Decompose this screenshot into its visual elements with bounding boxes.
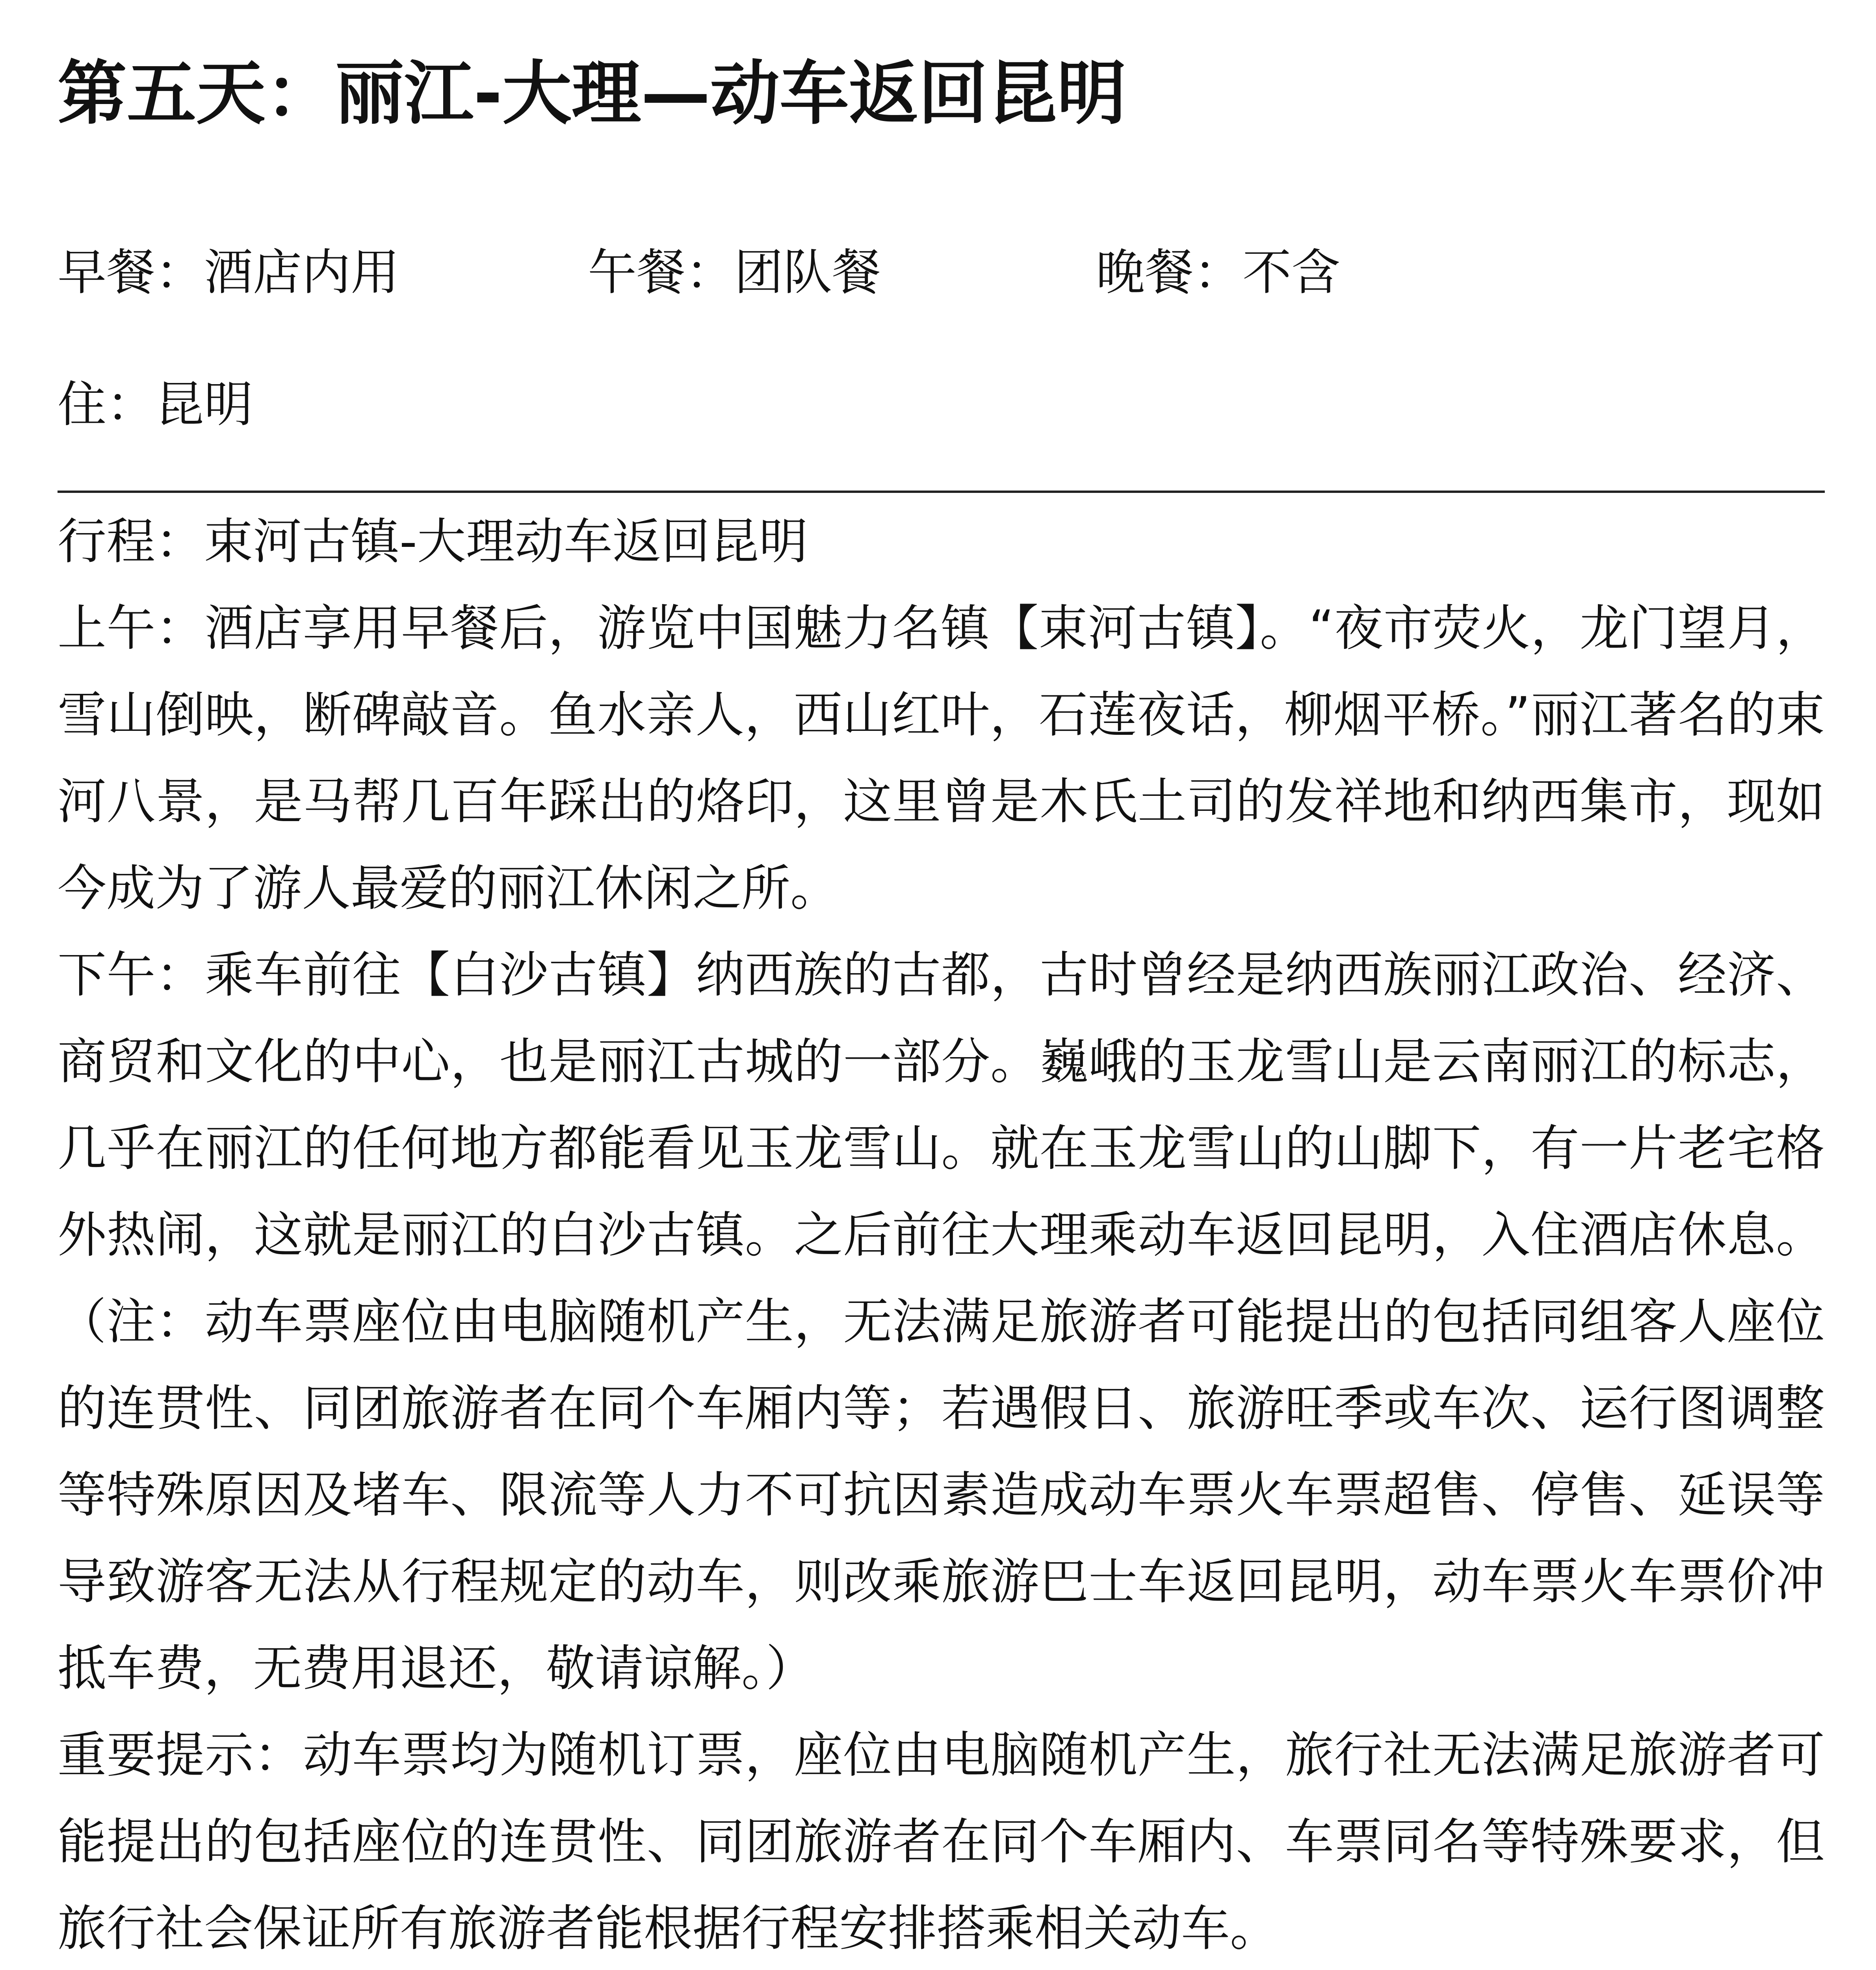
day5-route: 行程：束河古镇-大理动车返回昆明 (58, 513, 808, 570)
day5-details (58, 498, 1825, 1970)
day5-dinner: 晚餐：不含 (1096, 244, 1341, 301)
day5-lunch: 午餐：团队餐 (588, 244, 881, 301)
day5-title: 第五天：丽江-大理—动车返回昆明 (58, 53, 1127, 134)
day5-morning: 上午：酒店享用早餐后，游览中国魅力名镇【束河古镇】。“夜市荧火，龙门望月，雪山倒映，断碑敲音。鱼水亲人，西山红叶，石莲夜话，柳烟平桥。”丽江著名的束河八景，是马帮几百年踩出的烙印，这里曾是木氏土司的发祥地和纳西集市，现如今成为了游人最爱的丽江休闲之所。 (58, 600, 1825, 917)
day5-stay: 住：昆明 (58, 376, 253, 433)
day5-notice: 重要提示：动车票均为随机订票，座位由电脑随机产生，旅行社无法满足旅游者可能提出的包括座位的连贯性、同团旅游者在同个车厢内、车票同名等特殊要求，但旅行社会保证所有旅游者能根据行程安排搭乘相关动车。 (58, 1727, 1825, 1957)
day5-divider (58, 491, 1825, 493)
day5-breakfast: 早餐：酒店内用 (58, 244, 400, 301)
day5-afternoon: 下午：乘车前往【白沙古镇】纳西族的古都，古时曾经是纳西族丽江政治、经济、商贸和文化的中心，也是丽江古城的一部分。巍峨的玉龙雪山是云南丽江的标志，几乎在丽江的任何地方都能看见玉龙雪山。就在玉龙雪山的山脚下，有一片老宅格外热闹，这就是丽江的白沙古镇。之后前往大理乘动车返回昆明，入住酒店休息。（注：动车票座位由电脑随机产生，无法满足旅游者可能提出的包括同组客人座位的连贯性、同团旅游者在同个车厢内等；若遇假日、旅游旺季或车次、运行图调整等特殊原因及堵车、限流等人力不可抗因素造成动车票火车票超售、停售、延误等导致游客无法从行程规定的动车，则改乘旅游巴士车返回昆明，动车票火车票价冲抵车费，无费用退还，敬请谅解。） (58, 947, 1825, 1697)
